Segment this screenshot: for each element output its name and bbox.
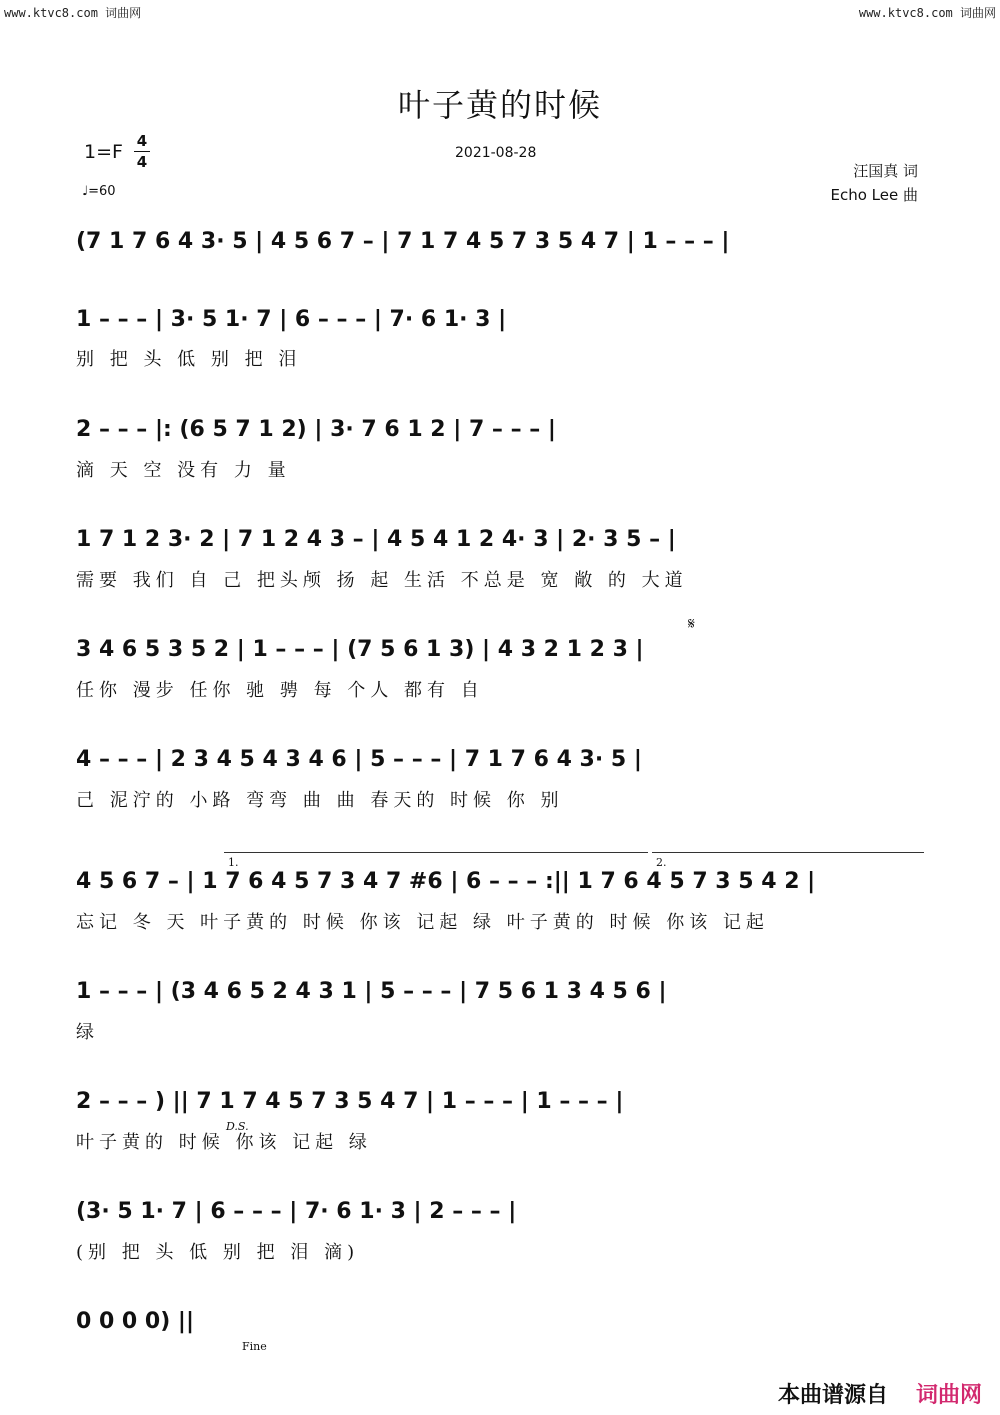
lyrics-line: 需要 我们 自 己 把头颅 扬 起 生活 不总是 宽 敞 的 大道 [76, 570, 688, 591]
key-signature: 1=F [84, 141, 123, 163]
time-signature [134, 132, 150, 171]
lyricist-credit: 汪国真 词 [853, 162, 918, 180]
lyrics-line: 别 把 头 低 别 把 泪 [76, 349, 302, 370]
volta-1: 1. [228, 856, 239, 869]
notes-line: 1 – – – | (3 4 6 5 2 4 3 1 | 5 – – – | 7 5 6 1 3 4 5 6 | [76, 979, 667, 1004]
lyrics-line: 忘记 冬 天 叶子黄的 时候 你该 记起 绿 叶子黄的 时候 你该 记起 [76, 912, 769, 933]
tempo-mark: ♩=60 [82, 184, 116, 199]
score-system-8 [76, 974, 924, 1010]
footer-source: 本曲谱源自 [777, 1383, 888, 1408]
notes-line: 2 – – – |: (6 5 7 1 2) | 3· 7 6 1 2 | 7 – – – | [76, 417, 556, 442]
meter-top: 4 [136, 132, 148, 150]
lyrics-line: 己 泥泞的 小路 弯弯 曲 曲 春天的 时候 你 别 [76, 790, 564, 811]
volta-2: 2. [656, 856, 667, 869]
segno-mark: 𝄋 [688, 614, 695, 633]
notes-line: (3· 5 1· 7 | 6 – – – | 7· 6 1· 3 | 2 – – – | [76, 1199, 517, 1224]
score-system-3 [76, 412, 924, 448]
notes-line: (7 1 7 6 4 3· 5 | 4 5 6 7 – | 7 1 7 4 5 7 3 5 4 7 | 1 – – – | [76, 229, 730, 254]
score-system-10 [76, 1194, 924, 1230]
ds-mark: D.S. [226, 1120, 249, 1133]
score-system-2 [76, 302, 924, 338]
notes-line: 0 0 0 0) || [76, 1309, 194, 1334]
watermark-right: www.ktvc8.com 词曲网 [858, 6, 996, 20]
score-system-5 [76, 632, 924, 668]
notes-line: 1 – – – | 3· 5 1· 7 | 6 – – – | 7· 6 1· 3 | [76, 307, 507, 332]
lyrics-line: (别 把 头 低 别 把 泪 滴) [76, 1242, 360, 1263]
notes-line: 4 – – – | 2 3 4 5 4 3 4 6 | 5 – – – | 7 1 7 6 4 3· 5 | [76, 747, 642, 772]
notes-line: 3 4 6 5 3 5 2 | 1 – – – | (7 5 6 1 3) | 4 3 2 1 2 3 | [76, 637, 644, 662]
score-system-4 [76, 522, 924, 558]
song-title: 叶子黄的时候 [397, 86, 602, 124]
lyrics-line: 叶子黄的 时候 你该 记起 绿 [76, 1132, 372, 1153]
meter-bottom: 4 [136, 153, 148, 171]
composer-credit: Echo Lee 曲 [830, 186, 918, 204]
score-system-7 [76, 864, 924, 900]
fine-mark: Fine [242, 1340, 267, 1353]
score-system-1 [76, 224, 924, 260]
footer-site-link[interactable]: 词曲网 [915, 1383, 982, 1408]
date: 2021-08-28 [455, 145, 537, 161]
lyrics-line: 绿 [76, 1022, 99, 1043]
notes-line: 4 5 6 7 – | 1 7 6 4 5 7 3 4 7 #6 | 6 – – – :|| 1 7 6 4 5 7 3 5 4 2 | [76, 869, 816, 894]
score-system-6 [76, 742, 924, 778]
score-system-9 [76, 1084, 924, 1120]
notes-line: 2 – – – ) || 7 1 7 4 5 7 3 5 4 7 | 1 – – – | 1 – – – | [76, 1089, 624, 1114]
notes-line: 1 7 1 2 3· 2 | 7 1 2 4 3 – | 4 5 4 1 2 4· 3 | 2· 3 5 – | [76, 527, 676, 552]
score-system-11 [76, 1304, 924, 1340]
watermark-left: www.ktvc8.com 词曲网 [4, 6, 142, 20]
lyrics-line: 任你 漫步 任你 驰 骋 每 个人 都有 自 [76, 680, 484, 701]
lyrics-line: 滴 天 空 没有 力 量 [76, 460, 291, 481]
